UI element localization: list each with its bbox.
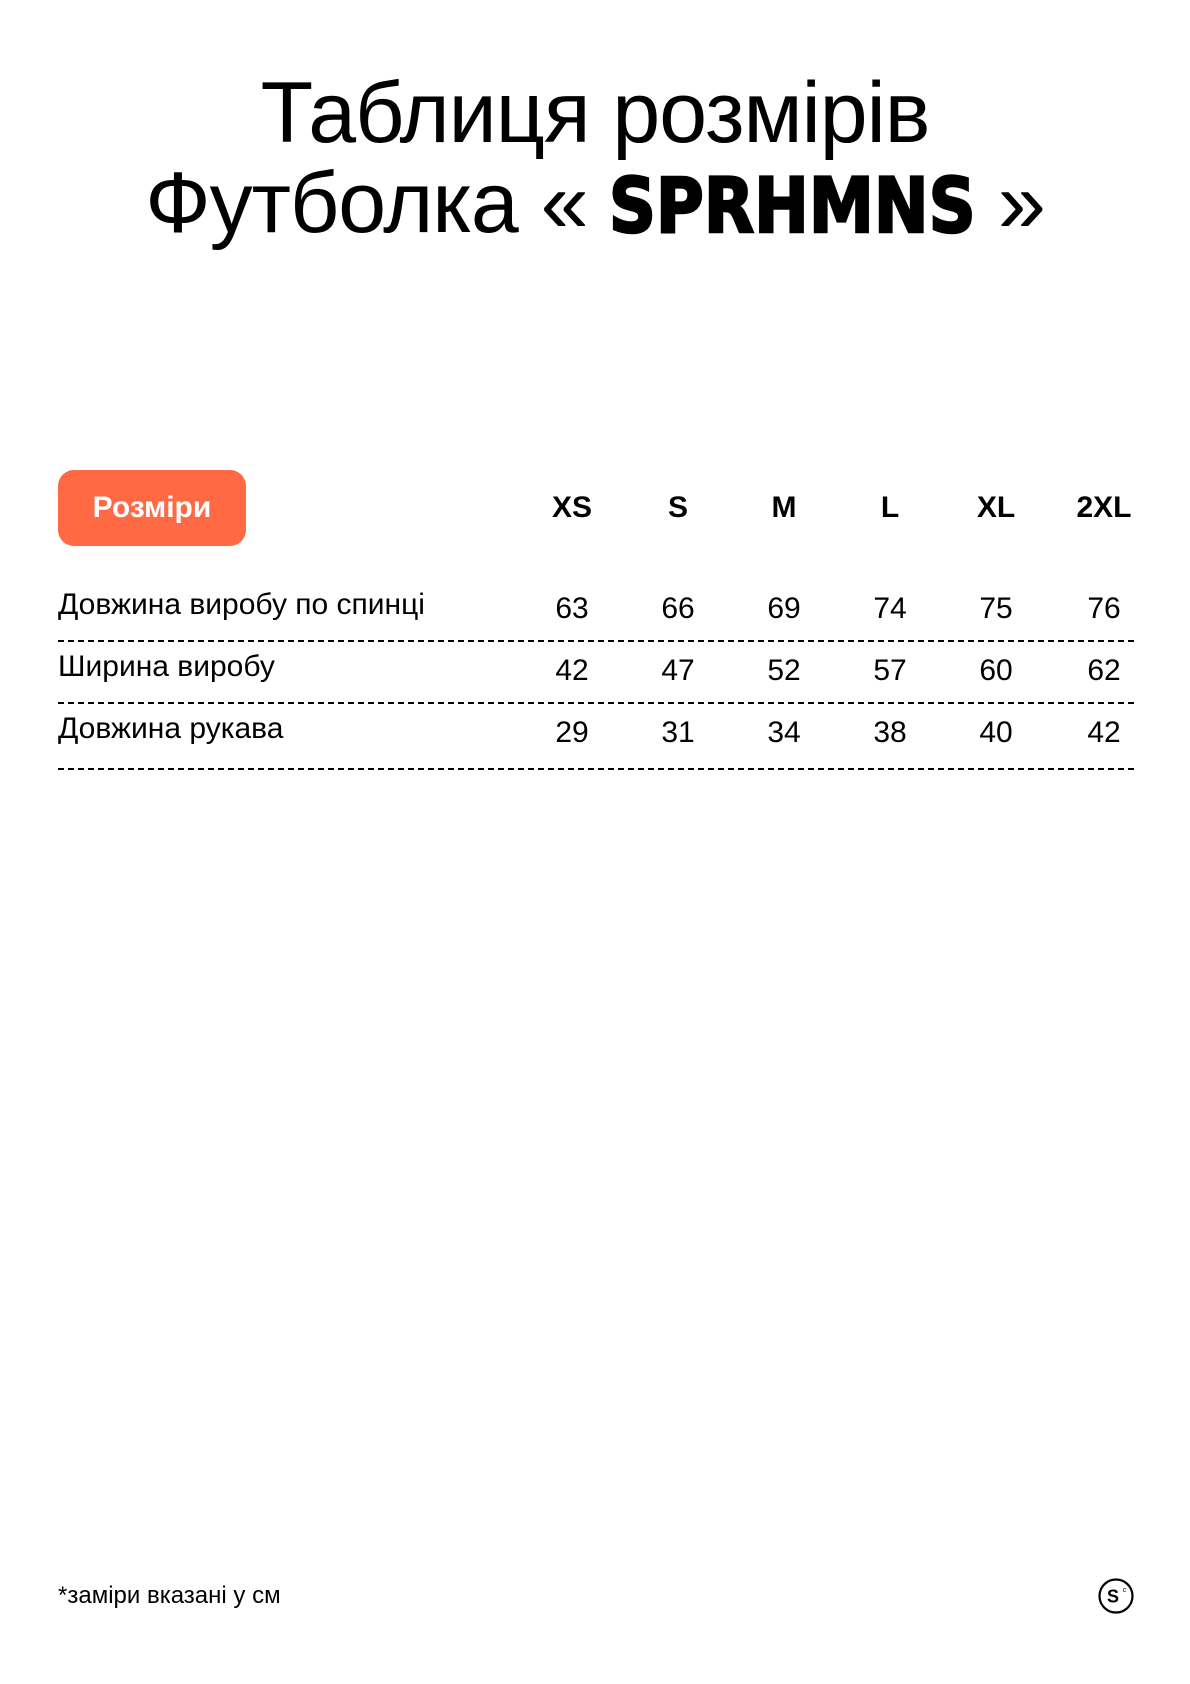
measurement-footnote: *заміри вказані у см xyxy=(58,1582,281,1609)
table-cell: 66 xyxy=(661,592,695,625)
table-cell: 62 xyxy=(1087,654,1121,687)
table-cell: 76 xyxy=(1087,592,1121,625)
logo-mark: c xyxy=(1122,1587,1127,1594)
size-table xyxy=(58,580,1134,770)
sizes-label-badge: Розміри xyxy=(58,470,246,546)
table-row xyxy=(58,642,1134,704)
title-suffix: » xyxy=(997,155,1045,251)
page-title xyxy=(0,65,1190,251)
size-header-xs: XS xyxy=(551,491,593,524)
brand-name: SPRHMNS xyxy=(609,161,977,250)
table-cell: 34 xyxy=(767,716,801,749)
table-cell: 40 xyxy=(979,716,1013,749)
title-line-2 xyxy=(0,155,1190,251)
table-cell: 42 xyxy=(555,654,589,687)
table-cell: 47 xyxy=(661,654,695,687)
row-label: Ширина виробу xyxy=(58,650,275,683)
row-label: Довжина виробу по спинці xyxy=(58,588,425,621)
size-header-l: L xyxy=(880,491,900,524)
size-header-s: S xyxy=(667,491,688,524)
size-header-xl: XL xyxy=(976,491,1016,524)
logo-letter: S xyxy=(1106,1586,1120,1607)
table-cell: 42 xyxy=(1087,716,1121,749)
table-row xyxy=(58,704,1134,770)
brand-logo-icon xyxy=(1098,1578,1134,1614)
size-header-row xyxy=(58,470,1134,546)
table-cell: 75 xyxy=(979,592,1013,625)
table-cell: 38 xyxy=(873,716,907,749)
size-header-m: M xyxy=(771,491,797,524)
table-cell: 74 xyxy=(873,592,907,625)
title-prefix: Футболка « xyxy=(145,155,588,251)
table-cell: 29 xyxy=(555,716,589,749)
size-header-2xl: 2XL xyxy=(1076,491,1132,524)
table-cell: 60 xyxy=(979,654,1013,687)
table-cell: 63 xyxy=(555,592,589,625)
table-row xyxy=(58,580,1134,642)
title-line-1: Таблиця розмірів xyxy=(260,65,930,161)
table-cell: 52 xyxy=(767,654,801,687)
row-label: Довжина рукава xyxy=(58,712,284,745)
table-cell: 57 xyxy=(873,654,907,687)
table-cell: 69 xyxy=(767,592,801,625)
table-cell: 31 xyxy=(661,716,695,749)
